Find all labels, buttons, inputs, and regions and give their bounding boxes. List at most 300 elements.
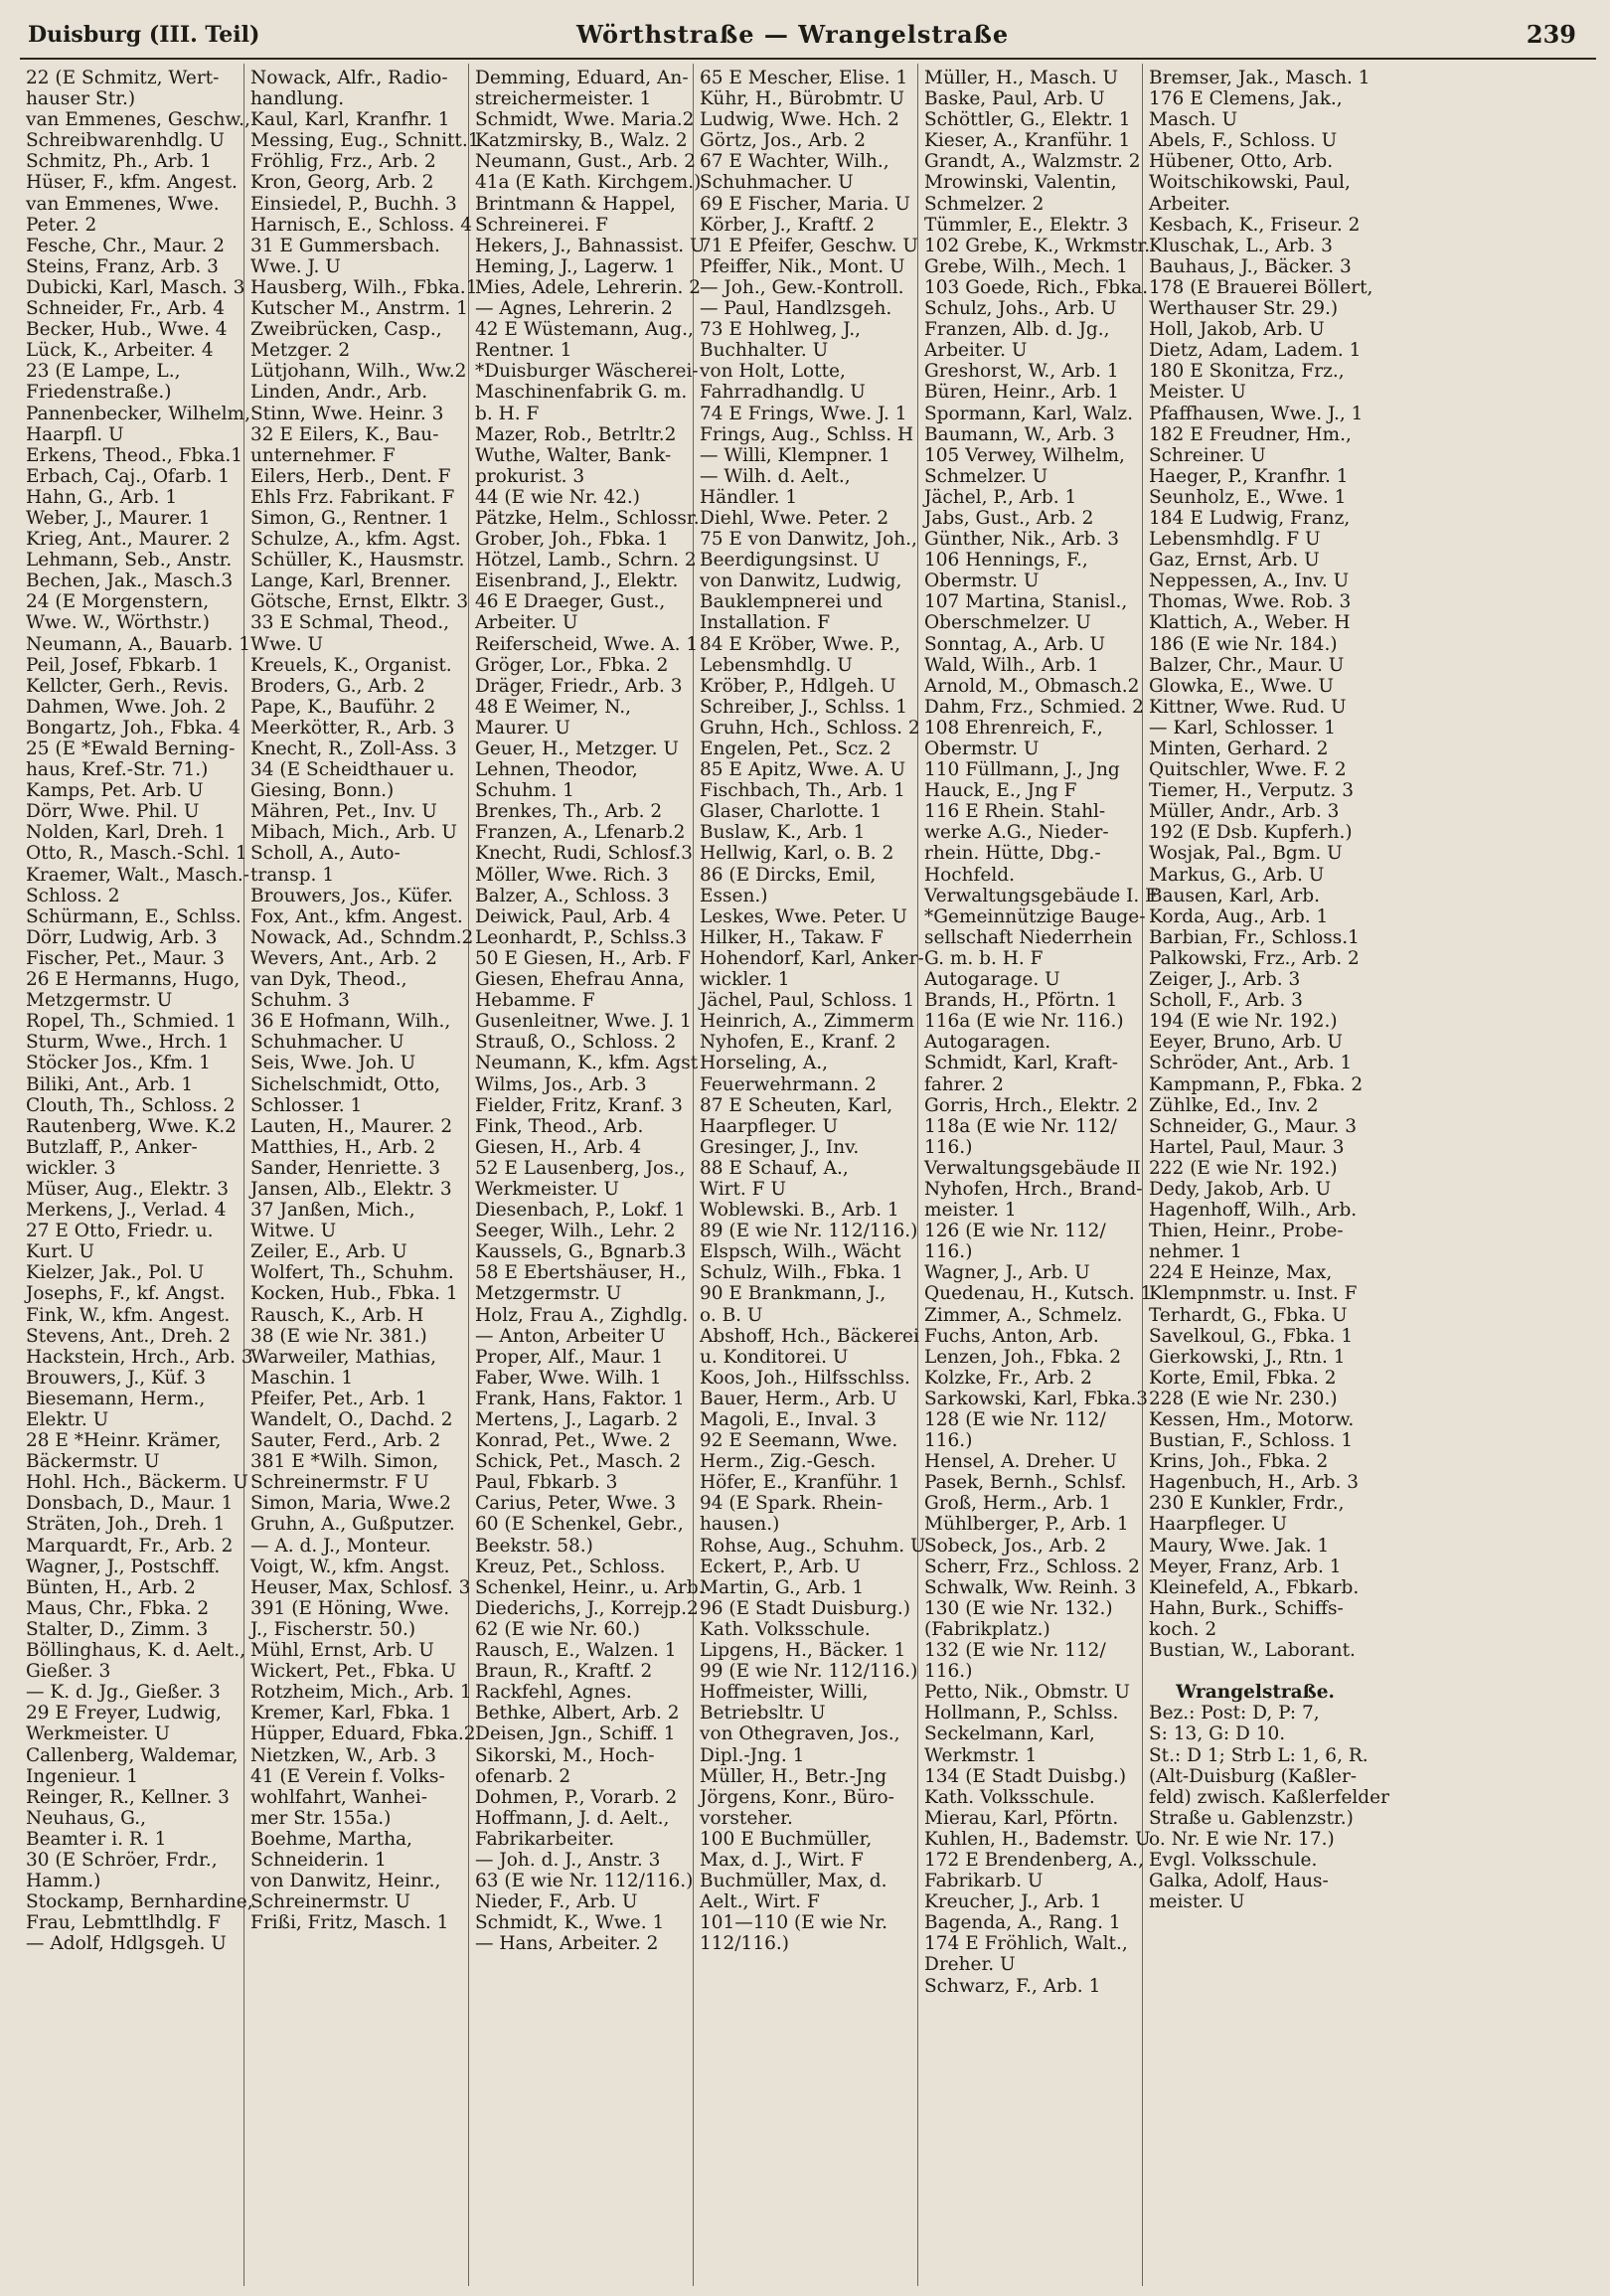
directory-entry: Eeyer, Bruno, Arb. U (1149, 1032, 1343, 1054)
directory-entry: 23 (E Lampe, L., (26, 361, 181, 383)
directory-entry: Lauten, H., Maurer. 2 (250, 1115, 453, 1137)
directory-entry: Koos, Joh., Hilfsschlss. (700, 1367, 910, 1389)
directory-entry: u. Konditorei. U (700, 1346, 849, 1368)
directory-entry: Schmidt, Wwe. Maria.2 (475, 109, 695, 131)
directory-entry: Heinrich, A., Zimmerm (700, 1011, 914, 1033)
directory-entry: 391 (E Höning, Wwe. (250, 1597, 450, 1619)
directory-entry: 84 E Kröber, Wwe. P., (700, 633, 900, 655)
directory-entry: Korda, Aug., Arb. 1 (1149, 905, 1329, 927)
directory-entry: Stöcker Jos., Kfm. 1 (26, 1053, 211, 1074)
directory-entry: Beamter i. R. 1 (26, 1828, 167, 1850)
directory-entry: Dreher. U (924, 1954, 1016, 1976)
directory-entry: Kampmann, P., Fbka. 2 (1149, 1073, 1364, 1095)
directory-entry: — Wilh. d. Aelt., (700, 465, 851, 487)
directory-entry: Petto, Nik., Obmstr. U (924, 1682, 1130, 1704)
directory-entry: Wrangelstraße. (1176, 1682, 1335, 1704)
directory-entry: Quitschler, Wwe. F. 2 (1149, 759, 1347, 781)
directory-entry: Schmidt, Karl, Kraft- (924, 1053, 1119, 1074)
directory-entry: Rotzheim, Mich., Arb. 1 (250, 1682, 472, 1704)
directory-entry: Hübener, Otto, Arb. (1149, 151, 1334, 173)
directory-entry: 116.) (924, 1136, 973, 1158)
directory-entry: Haarpfl. U (26, 423, 124, 445)
directory-entry: Maus, Chr., Fbka. 2 (26, 1597, 210, 1619)
directory-entry: Fischer, Pet., Maur. 3 (26, 947, 225, 969)
directory-entry: Hauck, E., Jng F (924, 780, 1077, 802)
directory-entry: Callenberg, Waldemar, (26, 1744, 239, 1766)
directory-entry: Sobeck, Jos., Arb. 2 (924, 1535, 1107, 1557)
directory-entry: 116 E Rhein. Stahl- (924, 801, 1106, 823)
directory-entry: 33 E Schmal, Theod., (250, 612, 449, 634)
directory-entry: Savelkoul, G., Fbka. 1 (1149, 1325, 1354, 1347)
column-6 (1143, 64, 1389, 2286)
directory-entry: 178 (E Brauerei Böllert, (1149, 276, 1373, 298)
directory-entry: Minten, Gerhard. 2 (1149, 738, 1329, 759)
directory-entry: Fink, Theod., Arb. (475, 1115, 644, 1137)
directory-entry: Boehme, Martha, (250, 1828, 412, 1850)
directory-entry: ofenarb. 2 (475, 1765, 571, 1787)
directory-entry: Kaul, Karl, Kranfhr. 1 (250, 109, 450, 131)
directory-entry: Nyhofen, E., Kranf. 2 (700, 1032, 896, 1054)
directory-entry: 100 E Buchmüller, (700, 1828, 873, 1850)
directory-entry: Wirt. F U (700, 1178, 786, 1200)
directory-entry: 29 E Freyer, Ludwig, (26, 1703, 222, 1724)
directory-entry: Schuhm. 3 (250, 990, 350, 1012)
directory-entry: 41a (E Kath. Kirchgem.) (475, 172, 702, 194)
directory-entry: Schöttler, G., Elektr. 1 (924, 109, 1131, 131)
column-3 (469, 64, 706, 2286)
directory-entry: Haarpfleger. U (1149, 1514, 1288, 1536)
directory-entry: Arbeiter. U (924, 340, 1028, 362)
directory-page (20, 14, 1596, 2286)
directory-entry: Wickert, Pet., Fbka. U (250, 1661, 457, 1683)
directory-entry: Thien, Heinr., Probe- (1149, 1221, 1344, 1242)
directory-entry: — A. d. J., Monteur. (250, 1535, 431, 1557)
directory-entry: Becker, Hub., Wwe. 4 (26, 319, 228, 341)
directory-entry: Schreinerei. F (475, 214, 608, 236)
directory-entry: Ehls Frz. Fabrikant. F (250, 486, 455, 508)
directory-entry: Betriebsltr. U (700, 1703, 826, 1724)
directory-entry: Wevers, Ant., Arb. 2 (250, 947, 437, 969)
directory-entry: Kittner, Wwe. Rud. U (1149, 696, 1347, 718)
directory-entry: Max, d. J., Wirt. F (700, 1849, 864, 1871)
directory-entry: Dräger, Friedr., Arb. 3 (475, 675, 683, 697)
directory-entry: Witwe. U (250, 1221, 337, 1242)
directory-entry: Biliki, Ant., Arb. 1 (26, 1073, 194, 1095)
directory-entry: Schneiderin. 1 (250, 1849, 387, 1871)
directory-entry: Wagner, J., Arb. U (924, 1262, 1090, 1284)
directory-entry: Hohendorf, Karl, Anker- (700, 947, 924, 969)
directory-entry: Metzgermstr. U (26, 990, 173, 1012)
directory-entry: Hahn, Burk., Schiffs- (1149, 1597, 1344, 1619)
directory-entry: Pasek, Bernh., Schlsf. (924, 1472, 1127, 1494)
directory-entry: Kröber, P., Hdlgeh. U (700, 675, 896, 697)
directory-entry: Schmidt, K., Wwe. 1 (475, 1912, 665, 1934)
directory-entry: Broders, G., Arb. 2 (250, 675, 425, 697)
directory-entry: Nowack, Alfr., Radio- (250, 68, 448, 88)
directory-entry: Wald, Wilh., Arb. 1 (924, 654, 1099, 676)
directory-entry: Dohmen, P., Vorarb. 2 (475, 1786, 678, 1808)
directory-entry: Matthies, H., Arb. 2 (250, 1136, 436, 1158)
directory-entry: Faber, Wwe. Wilh. 1 (475, 1367, 662, 1389)
directory-entry: 50 E Giesen, H., Arb. F (475, 947, 691, 969)
directory-entry: Marquardt, Fr., Arb. 2 (26, 1535, 234, 1557)
directory-entry: 132 (E wie Nr. 112/ (924, 1640, 1106, 1662)
directory-entry: Arnold, M., Obmasch.2 (924, 675, 1140, 697)
directory-entry: Mrowinski, Valentin, (924, 172, 1117, 194)
directory-entry: Götsche, Ernst, Elktr. 3 (250, 591, 469, 613)
directory-entry: Erkens, Theod., Fbka.1 (26, 444, 243, 466)
directory-entry: Frau, Lebmttlhdlg. F (26, 1912, 221, 1934)
directory-entry: (Fabrikplatz.) (924, 1618, 1050, 1640)
directory-entry: 182 E Freudner, Hm., (1149, 423, 1352, 445)
header-city: Duisburg (III. Teil) (28, 22, 260, 48)
directory-entry: Oberschmelzer. U (924, 612, 1091, 634)
directory-entry: Harnisch, E., Schloss. 4 (250, 214, 473, 236)
directory-entry: Hagenhoff, Wilh., Arb. (1149, 1200, 1358, 1222)
directory-entry: Markus, G., Arb. U (1149, 864, 1325, 886)
directory-entry: Bausen, Karl, Arb. (1149, 885, 1320, 906)
directory-entry: Feuerwehrmann. 2 (700, 1073, 877, 1095)
directory-entry: Brenkes, Th., Arb. 2 (475, 801, 663, 823)
directory-entry: Neumann, K., kfm. Agst (475, 1053, 699, 1074)
directory-entry: 30 (E Schröer, Frdr., (26, 1849, 218, 1871)
directory-entry: Glowka, E., Wwe. U (1149, 675, 1334, 697)
directory-entry: Möller, Wwe. Rich. 3 (475, 864, 669, 886)
directory-entry: Schenkel, Heinr., u. Arb. (475, 1576, 705, 1598)
directory-entry: 67 E Wachter, Wilh., (700, 151, 889, 173)
directory-entry: Josephs, F., kf. Angst. (26, 1283, 226, 1305)
directory-entry: Diehl, Wwe. Peter. 2 (700, 507, 889, 529)
directory-entry: Kamps, Pet. Arb. U (26, 780, 204, 802)
directory-entry: Krieg, Ant., Maurer. 2 (26, 529, 231, 551)
directory-entry: Bauklempnerei und (700, 591, 884, 613)
directory-entry: transp. 1 (250, 864, 335, 886)
directory-entry: 128 (E wie Nr. 112/ (924, 1409, 1106, 1430)
directory-entry: Spormann, Karl, Walz. (924, 403, 1134, 424)
directory-entry: Zühlke, Ed., Inv. 2 (1149, 1094, 1319, 1116)
directory-entry: 90 E Brankmann, J., (700, 1283, 886, 1305)
directory-entry: 71 E Pfeifer, Geschw. U (700, 235, 918, 256)
directory-entry: 224 E Heinze, Max, (1149, 1262, 1333, 1284)
directory-entry: Demming, Eduard, An- (475, 68, 689, 88)
directory-entry: Seis, Wwe. Joh. U (250, 1053, 416, 1074)
directory-entry: Wilms, Jos., Arb. 3 (475, 1073, 647, 1095)
directory-entry: Bauer, Herm., Arb. U (700, 1388, 897, 1409)
directory-entry: St.: D 1; Strb L: 1, 6, R. (1149, 1744, 1368, 1766)
column-4 (694, 64, 926, 2286)
directory-entry: hausen.) (700, 1514, 780, 1536)
directory-entry: Holl, Jakob, Arb. U (1149, 319, 1325, 341)
directory-entry: Tümmler, E., Elektr. 3 (924, 214, 1129, 236)
directory-entry: Verwaltungsgebäude II (924, 1157, 1141, 1179)
directory-entry: Metzgermstr. U (475, 1283, 622, 1305)
directory-entry: Schreibwarenhdlg. U (26, 130, 225, 152)
directory-entry: Gierkowski, J., Rtn. 1 (1149, 1346, 1346, 1368)
directory-entry: Kremer, Karl, Fbka. 1 (250, 1703, 452, 1724)
directory-entry: Kreuels, K., Organist. (250, 654, 452, 676)
directory-entry: Franzen, Alb. d. Jg., (924, 319, 1110, 341)
directory-entry: Kutscher M., Anstrm. 1 (250, 298, 468, 320)
directory-entry: 31 E Gummersbach. (250, 235, 440, 256)
directory-entry: — Joh., Gew.-Kontroll. (700, 276, 904, 298)
directory-entry: Bechen, Jak., Masch.3 (26, 571, 234, 592)
directory-entry: Reiferscheid, Wwe. A. 1 (475, 633, 699, 655)
directory-entry: Kath. Volksschule. (700, 1618, 871, 1640)
directory-entry: Gruhn, Hch., Schloss. 2 (700, 717, 920, 738)
directory-entry: Baske, Paul, Arb. U (924, 88, 1105, 110)
directory-entry: Buchmüller, Max, d. (700, 1871, 887, 1892)
directory-entry: Neppessen, A., Inv. U (1149, 571, 1350, 592)
directory-entry: 25 (E *Ewald Berning- (26, 738, 236, 759)
directory-entry: Schreinermstr. F U (250, 1472, 429, 1494)
directory-entry: Arbeiter. U (475, 612, 578, 634)
directory-entry: Schneider, Fr., Arb. 4 (26, 298, 225, 320)
directory-entry: Brands, H., Pförtn. 1 (924, 990, 1118, 1012)
directory-entry: — Willi, Klempner. 1 (700, 444, 890, 466)
directory-entry: haus, Kref.-Str. 71.) (26, 759, 209, 781)
directory-entry: Pannenbecker, Wilhelm, (26, 403, 250, 424)
directory-entry: Jächel, P., Arb. 1 (924, 486, 1077, 508)
directory-entry: Verwaltungsgebäude I. F (924, 885, 1158, 906)
directory-entry: Maschin. 1 (250, 1367, 354, 1389)
directory-entry: Bünten, H., Arb. 2 (26, 1576, 196, 1598)
directory-entry: streichermeister. 1 (475, 88, 652, 110)
directory-entry: Bremser, Jak., Masch. 1 (1149, 68, 1370, 88)
directory-entry: Werkmeister. U (26, 1723, 170, 1745)
directory-entry: Hebamme. F (475, 990, 595, 1012)
directory-entry: Schwalk, Ww. Reinh. 3 (924, 1576, 1137, 1598)
directory-entry: 46 E Draeger, Gust., (475, 591, 666, 613)
directory-entry: Brintmann & Happel, (475, 193, 676, 215)
directory-entry: Dedy, Jakob, Arb. U (1149, 1178, 1332, 1200)
directory-entry: — Paul, Handlzsgeh. (700, 298, 892, 320)
directory-entry: 126 (E wie Nr. 112/ (924, 1221, 1106, 1242)
directory-entry: Nietzken, W., Arb. 3 (250, 1744, 437, 1766)
directory-entry: Sonntag, A., Arb. U (924, 633, 1106, 655)
directory-entry: hauser Str.) (26, 88, 136, 110)
directory-entry: Martin, G., Arb. 1 (700, 1576, 865, 1598)
directory-entry: Hagenbuch, H., Arb. 3 (1149, 1472, 1360, 1494)
directory-entry: Sträten, Joh., Dreh. 1 (26, 1514, 226, 1536)
directory-entry: Bez.: Post: D, P: 7, (1149, 1703, 1320, 1724)
directory-entry: Sarkowski, Karl, Fbka.3 (924, 1388, 1149, 1409)
directory-entry: Knecht, Rudi, Schlosf.3 (475, 843, 693, 865)
directory-entry: Baumann, W., Arb. 3 (924, 423, 1115, 445)
directory-entry: Pape, K., Bauführ. 2 (250, 696, 436, 718)
directory-entry: Gorris, Hrch., Elektr. 2 (924, 1094, 1139, 1116)
directory-entry: Görtz, Jos., Arb. 2 (700, 130, 866, 152)
directory-entry: Erbach, Caj., Ofarb. 1 (26, 465, 231, 487)
directory-entry: Wwe. U (250, 633, 324, 655)
directory-entry: Fabrikarbeiter. (475, 1828, 615, 1850)
directory-entry: 96 (E Stadt Duisburg.) (700, 1597, 911, 1619)
directory-entry: Wosjak, Pal., Bgm. U (1149, 843, 1343, 865)
directory-entry: Aelt., Wirt. F (700, 1891, 820, 1913)
directory-entry: 22 (E Schmitz, Wert- (26, 68, 220, 88)
directory-entry: Schwarz, F., Arb. 1 (924, 1975, 1101, 1997)
directory-entry: Schulz, Johs., Arb. U (924, 298, 1117, 320)
directory-entry: Pfeiffer, Nik., Mont. U (700, 255, 905, 277)
directory-entry: Barbian, Fr., Schloss.1 (1149, 926, 1360, 948)
directory-entry: Kolzke, Fr., Arb. 2 (924, 1367, 1092, 1389)
directory-entry: Schmitz, Ph., Arb. 1 (26, 151, 212, 173)
directory-entry: Simon, Maria, Wwe.2 (250, 1493, 451, 1515)
directory-entry: Mähren, Pet., Inv. U (250, 801, 437, 823)
directory-entry: Klempnmstr. u. Inst. F (1149, 1283, 1358, 1305)
header-street-range: Wörthstraße — Wrangelstraße (576, 20, 1010, 49)
directory-entry: — Karl, Schlosser. 1 (1149, 717, 1337, 738)
directory-entry: Eckert, P., Arb. U (700, 1556, 861, 1577)
directory-entry: 63 (E wie Nr. 112/116.) (475, 1871, 694, 1892)
directory-entry (1149, 1661, 1362, 1682)
directory-entry: Hausberg, Wilh., Fbka.1 (250, 276, 478, 298)
directory-entry: Simon, G., Rentner. 1 (250, 507, 450, 529)
directory-entry: Lück, K., Arbeiter. 4 (26, 340, 214, 362)
directory-entry: Otto, R., Masch.-Schl. 1 (26, 843, 247, 865)
directory-entry: Müller, Andr., Arb. 3 (1149, 801, 1340, 823)
directory-entry: Neumann, A., Bauarb. 1 (26, 633, 251, 655)
directory-entry: Schulze, A., kfm. Agst. (250, 529, 461, 551)
directory-entry: Schick, Pet., Masch. 2 (475, 1451, 682, 1473)
directory-entry: Balzer, Chr., Maur. U (1149, 654, 1345, 676)
directory-entry: 85 E Apitz, Wwe. A. U (700, 759, 906, 781)
directory-entry: Dörr, Wwe. Phil. U (26, 801, 200, 823)
directory-entry: Giesen, H., Arb. 4 (475, 1136, 642, 1158)
directory-entry: Horseling, A., (700, 1053, 829, 1074)
directory-entry: Bagenda, A., Rang. 1 (924, 1912, 1121, 1934)
directory-entry: Giesing, Bonn.) (250, 780, 395, 802)
directory-entry: Wandelt, O., Dachd. 2 (250, 1409, 453, 1430)
directory-entry: Pätzke, Helm., Schlossr. (475, 507, 700, 529)
directory-entry: Magoli, E., Inval. 3 (700, 1409, 877, 1430)
directory-entry: — Anton, Arbeiter U (475, 1325, 666, 1347)
directory-entry: — Agnes, Lehrerin. 2 (475, 298, 673, 320)
directory-entry: Zeiger, J., Arb. 3 (1149, 969, 1301, 991)
directory-entry: Lehnen, Theodor, (475, 759, 638, 781)
directory-entry: 60 (E Schenkel, Gebr., (475, 1514, 684, 1536)
directory-entry: Fahrradhandlg. U (700, 382, 866, 404)
directory-entry: 69 E Fischer, Maria. U (700, 193, 910, 215)
directory-entry: Leskes, Wwe. Peter. U (700, 905, 907, 927)
directory-entry: nehmer. 1 (1149, 1241, 1242, 1263)
directory-entry: Gröger, Lor., Fbka. 2 (475, 654, 669, 676)
directory-entry: 99 (E wie Nr. 112/116.) (700, 1661, 918, 1683)
directory-entry: Nowack, Ad., Schndm.2 (250, 926, 474, 948)
directory-entry: Neumann, Gust., Arb. 2 (475, 151, 697, 173)
directory-entry: Kühr, H., Bürobmtr. U (700, 88, 905, 110)
directory-entry: Neuhaus, G., (26, 1807, 147, 1829)
directory-entry: Abshoff, Hch., Bäckerei (700, 1325, 919, 1347)
directory-entry: 42 E Wüstemann, Aug., (475, 319, 694, 341)
directory-entry: Mühl, Ernst, Arb. U (250, 1640, 434, 1662)
directory-entry: 222 (E wie Nr. 192.) (1149, 1157, 1338, 1179)
page-header (20, 14, 1596, 60)
directory-entry: Kuhlen, H., Bademstr. U (924, 1828, 1151, 1850)
directory-entry: Bäckermstr. U (26, 1451, 160, 1473)
directory-entry: Tiemer, H., Verputz. 3 (1149, 780, 1354, 802)
directory-entry: Gusenleitner, Wwe. J. 1 (475, 1011, 692, 1033)
directory-entry: Diederichs, J., Korrejp.2 (475, 1597, 699, 1619)
directory-entry: 381 E *Wilh. Simon, (250, 1451, 439, 1473)
directory-entry: Carius, Peter, Wwe. 3 (475, 1493, 676, 1515)
directory-entry: 110 Füllmann, J., Jng (924, 759, 1120, 781)
directory-entry: Hochfeld. (924, 864, 1015, 886)
directory-entry: Wuthe, Walter, Bank- (475, 444, 672, 466)
directory-entry: Kessen, Hm., Motorw. (1149, 1409, 1355, 1430)
directory-entry: Peil, Josef, Fbkarb. 1 (26, 654, 220, 676)
directory-entry: wickler. 1 (700, 969, 790, 991)
directory-entry: Mertens, J., Lagarb. 2 (475, 1409, 679, 1430)
directory-entry: Hahn, G., Arb. 1 (26, 486, 178, 508)
directory-entry: Terhardt, G., Fbka. U (1149, 1304, 1348, 1326)
directory-entry: Straße u. Gablenzstr.) (1149, 1807, 1354, 1829)
directory-entry: 228 (E wie Nr. 230.) (1149, 1388, 1338, 1409)
directory-entry: Haarpfleger. U (700, 1115, 839, 1137)
directory-entry: Geuer, H., Metzger. U (475, 738, 679, 759)
directory-entry: Klattich, A., Weber. H (1149, 612, 1351, 634)
directory-entry: 87 E Scheuten, Karl, (700, 1094, 893, 1116)
directory-entry: Ropel, Th., Schmied. 1 (26, 1011, 238, 1033)
directory-entry: Maschinenfabrik G. m. (475, 382, 688, 404)
directory-entry: Mierau, Karl, Pförtn. (924, 1807, 1119, 1829)
directory-columns (20, 64, 1596, 2286)
directory-entry: Heuser, Max, Schlosf. 3 (250, 1576, 471, 1598)
directory-entry: 65 E Mescher, Elise. 1 (700, 68, 908, 88)
directory-entry: Thomas, Wwe. Rob. 3 (1149, 591, 1352, 613)
directory-entry: Merkens, J., Verlad. 4 (26, 1200, 227, 1222)
directory-entry: Mibach, Mich., Arb. U (250, 822, 457, 844)
directory-entry: Zeiler, E., Arb. U (250, 1241, 407, 1263)
directory-entry: Essen.) (700, 885, 768, 906)
directory-entry: Rentner. 1 (475, 340, 572, 362)
directory-entry: Hohl. Hch., Bäckerm. U (26, 1472, 248, 1494)
directory-entry: Nolden, Karl, Dreh. 1 (26, 822, 227, 844)
directory-entry: Meister. U (1149, 382, 1246, 404)
directory-entry: 92 E Seemann, Wwe. (700, 1430, 898, 1452)
directory-entry: Obermstr. U (924, 571, 1040, 592)
directory-entry: Jansen, Alb., Elektr. 3 (250, 1178, 452, 1200)
directory-entry: Stockamp, Bernhardine, (26, 1891, 253, 1913)
directory-entry: Seckelmann, Karl, (924, 1723, 1095, 1745)
directory-entry: Schloss. 2 (26, 885, 120, 906)
directory-entry: 172 E Brendenberg, A., (924, 1849, 1144, 1871)
directory-entry: Gruhn, A., Gußputzer. (250, 1514, 455, 1536)
directory-entry: Kesbach, K., Friseur. 2 (1149, 214, 1361, 236)
directory-entry: Schlosser. 1 (250, 1094, 363, 1116)
directory-entry: Woblewski. B., Arb. 1 (700, 1200, 899, 1222)
directory-entry: von Holt, Lotte, (700, 361, 846, 383)
directory-entry: Gießer. 3 (26, 1661, 111, 1683)
directory-entry: Sichelschmidt, Otto, (250, 1073, 441, 1095)
directory-entry: Kaussels, G., Bgnarb.3 (475, 1241, 687, 1263)
directory-entry: 105 Verwey, Wilhelm, (924, 444, 1125, 466)
directory-entry: van Dyk, Theod., (250, 969, 407, 991)
directory-entry: Grandt, A., Walzmstr. 2 (924, 151, 1141, 173)
directory-entry: Bauhaus, J., Bäcker. 3 (1149, 255, 1352, 277)
directory-entry: Seeger, Wilh., Lehr. 2 (475, 1221, 676, 1242)
directory-entry: Jörgens, Konr., Büro- (700, 1786, 894, 1808)
directory-entry: Herm., Zig.-Gesch. (700, 1451, 877, 1473)
directory-entry: S: 13, G: D 10. (1149, 1723, 1286, 1745)
directory-entry: Beekstr. 58.) (475, 1535, 593, 1557)
directory-entry: Grober, Joh., Fbka. 1 (475, 529, 669, 551)
directory-entry: Hamm.) (26, 1871, 101, 1892)
directory-entry: Korte, Emil, Fbka. 2 (1149, 1367, 1337, 1389)
directory-entry: 27 E Otto, Friedr. u. (26, 1221, 214, 1242)
directory-entry: 106 Hennings, F., (924, 550, 1088, 572)
directory-entry: 34 (E Scheidthauer u. (250, 759, 455, 781)
directory-entry: 36 E Hofmann, Wilh., (250, 1011, 451, 1033)
